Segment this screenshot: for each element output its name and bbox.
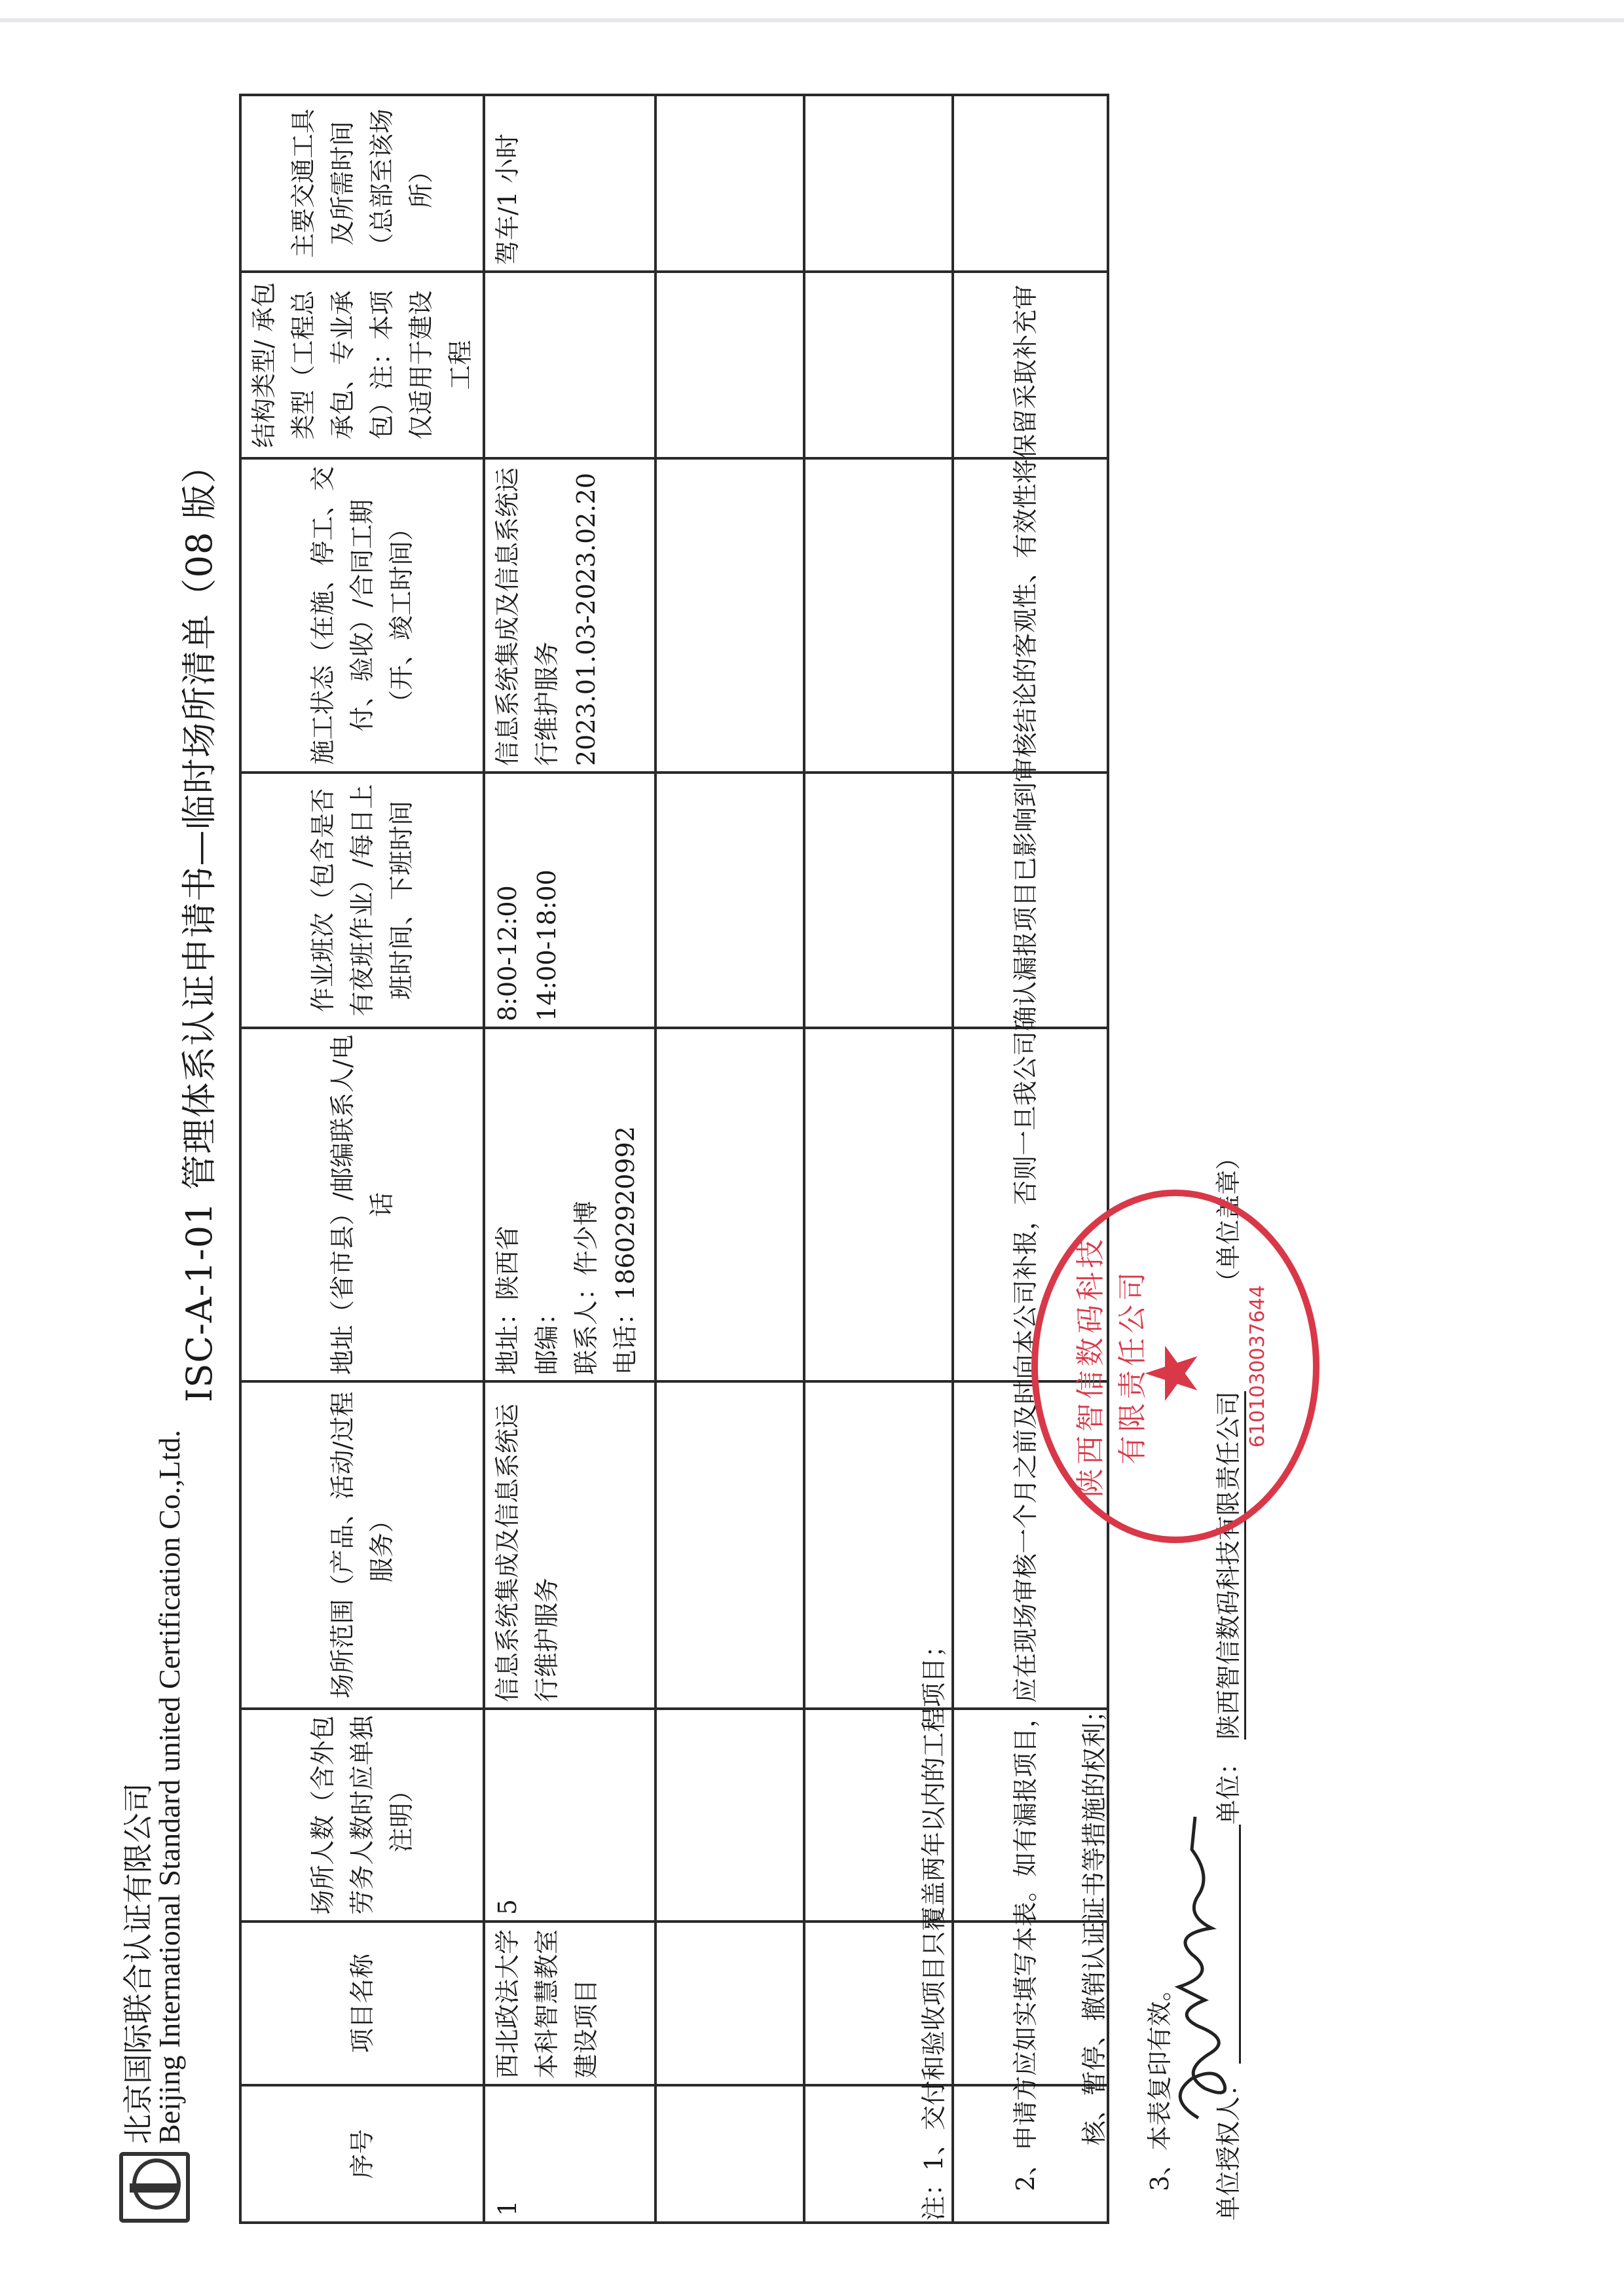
unit-label: 单位： (1214, 1749, 1243, 1825)
seal-code: 6101030037644 (1246, 1285, 1269, 1448)
cell-shift (484, 773, 655, 1028)
authorized-label: 单位授权人： (1214, 2071, 1243, 2221)
note-3: 3、本表复印有效。 (1145, 1976, 1174, 2191)
header-cell: 结构类型/ 承包类型（工程总承包、专业承包）注：本项仅适用于建设工程 (240, 272, 484, 458)
shift-morning: 8:00-12:00 (493, 885, 522, 1021)
company-name-en: Beijing International Standard united Certification Co.,Ltd. (153, 1430, 186, 2144)
empty-cell (655, 773, 804, 1028)
header-cell: 地址（省市县）/邮编联系人/电话 (240, 1028, 484, 1381)
address-line: 地址：陕西省 (493, 1225, 522, 1375)
empty-cell (804, 773, 953, 1028)
phone-line: 电话：18602920992 (611, 1126, 640, 1375)
unit-name: 陕西智信数码科技有限责任公司 (1208, 1391, 1246, 1740)
company-name-cn: 北京国际联合认证有限公司 (120, 1783, 156, 2144)
cell-project: 西北政法大学本科智慧教室建设项目 (484, 1922, 655, 2085)
cell-people: 5 (484, 1709, 655, 1922)
empty-cell (655, 2085, 804, 2223)
note-2b: 核、暂停、撤销认证证书等措施的权利； (1080, 1697, 1109, 2145)
empty-cell (655, 458, 804, 773)
handwritten-signature (1153, 1810, 1238, 2124)
empty-cell (953, 95, 1108, 272)
note-1: 注：1、交付和验收项目只覆盖两年以内的工程项目； (919, 1632, 948, 2221)
signature-underline (1239, 1825, 1241, 2064)
empty-cell (655, 1028, 804, 1381)
cell-no: 1 (484, 2085, 655, 2223)
empty-cell (655, 1922, 804, 2085)
empty-cell (655, 1709, 804, 1922)
header-cell: 项目名称 (240, 1922, 484, 2085)
empty-cell (804, 1028, 953, 1381)
empty-cell (655, 95, 804, 272)
status-text: 信息系统集成及信息系统运行维护服务 (493, 467, 561, 766)
postcode-line: 邮编： (532, 1300, 561, 1375)
cell-address (484, 1028, 655, 1381)
cell-structure (484, 272, 655, 458)
shift-afternoon: 14:00-18:00 (532, 869, 561, 1021)
empty-cell (804, 272, 953, 458)
cell-status (484, 458, 655, 773)
company-logo-icon (119, 2152, 190, 2223)
temporary-sites-table (239, 94, 1109, 2224)
stamp-label: （单位盖章） (1214, 1144, 1243, 1294)
header-cell: 序号 (240, 2085, 484, 2223)
cell-transport: 驾车/1 小时 (484, 95, 655, 272)
document-title: ISC-A-1-01 管理体系认证申请书—临时场所清单（08 版） (179, 447, 220, 1402)
header-cell: 主要交通工具及所需时间（总部至该场所） (240, 95, 484, 272)
header-cell: 场所人数（含外包劳务人数时应单独注明） (240, 1709, 484, 1922)
table-header-row (240, 95, 484, 2223)
table-row (655, 95, 804, 2223)
empty-cell (655, 272, 804, 458)
cell-scope: 信息系统集成及信息系统运行维护服务 (484, 1381, 655, 1709)
empty-cell (804, 95, 953, 272)
star-icon: ★ (1130, 1341, 1214, 1406)
table-row (484, 95, 655, 2223)
header-cell: 场所范围（产品、活动/过程服务） (240, 1381, 484, 1709)
header-cell: 施工状态（在施、停工、交付、验收）/合同工期（开、竣工时间） (240, 458, 484, 773)
empty-cell (804, 458, 953, 773)
header-cell: 作业班次（包含是否有夜班作业）/每日上班时间、下班时间 (240, 773, 484, 1028)
company-seal (1031, 1190, 1320, 1543)
note-2a: 2、申请方应如实填写本表。如有漏报项目，应在现场审核一个月之前及时向本公司补报，否则一旦我公司确认漏报项目已影响到审核结论的客观性、有效性将保留采取补充审 (1011, 284, 1040, 2191)
empty-cell (655, 1381, 804, 1709)
seal-text: 陕西智信数码科技有限责任公司 (1074, 1235, 1149, 1497)
contact-line: 联系人：仵少博 (572, 1200, 600, 1375)
contract-period: 2023.01.03-2023.02.20 (572, 473, 600, 766)
